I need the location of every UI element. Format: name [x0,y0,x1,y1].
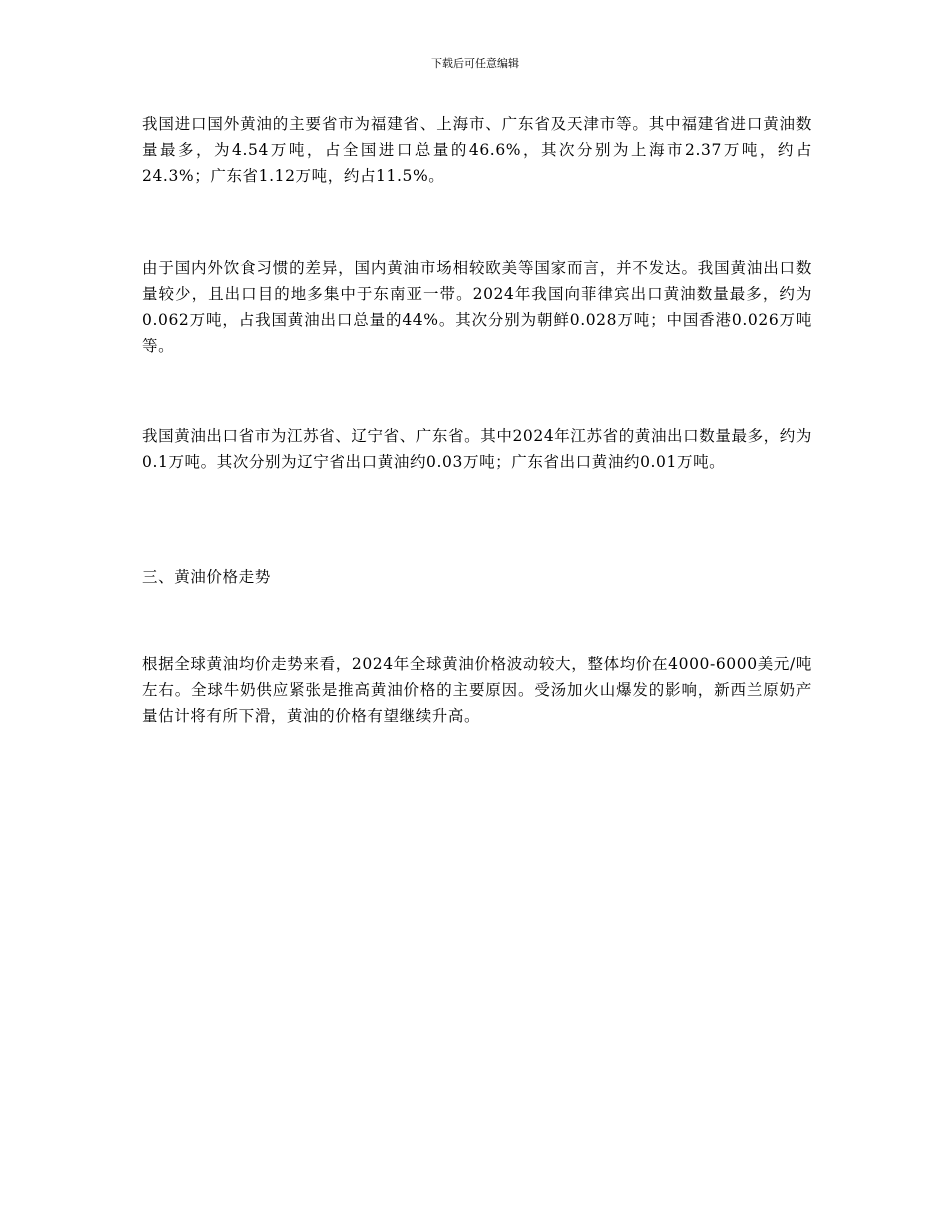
section-heading-price-trend: 三、黄油价格走势 [142,568,271,586]
paragraph-import-provinces: 我国进口国外黄油的主要省市为福建省、上海市、广东省及天津市等。其中福建省进口黄油数量最多，为4.54万吨，占全国进口总量的46.6%，其次分别为上海市2.37万吨，约占24.3%；广东省1.12万吨，约占11.5%。 [142,115,812,185]
paragraph-price-trend: 根据全球黄油均价走势来看，2024年全球黄油价格波动较大，整体均价在4000-6000美元/吨左右。全球牛奶供应紧张是推高黄油价格的主要原因。受汤加火山爆发的影响，新西兰原奶产量估计将有所下滑，黄油的价格有望继续升高。 [142,655,812,725]
paragraph-export-provinces: 我国黄油出口省市为江苏省、辽宁省、广东省。其中2024年江苏省的黄油出口数量最多，约为0.1万吨。其次分别为辽宁省出口黄油约0.03万吨；广东省出口黄油约0.01万吨。 [142,427,812,471]
paragraph-export-destinations: 由于国内外饮食习惯的差异，国内黄油市场相较欧美等国家而言，并不发达。我国黄油出口数量较少，且出口目的地多集中于东南亚一带。2024年我国向菲律宾出口黄油数量最多，约为0.062万吨，占我国黄油出口总量的44%。其次分别为朝鲜0.028万吨；中国香港0.026万吨等。 [142,259,812,355]
page-header-note: 下载后可任意编辑 [431,57,519,70]
